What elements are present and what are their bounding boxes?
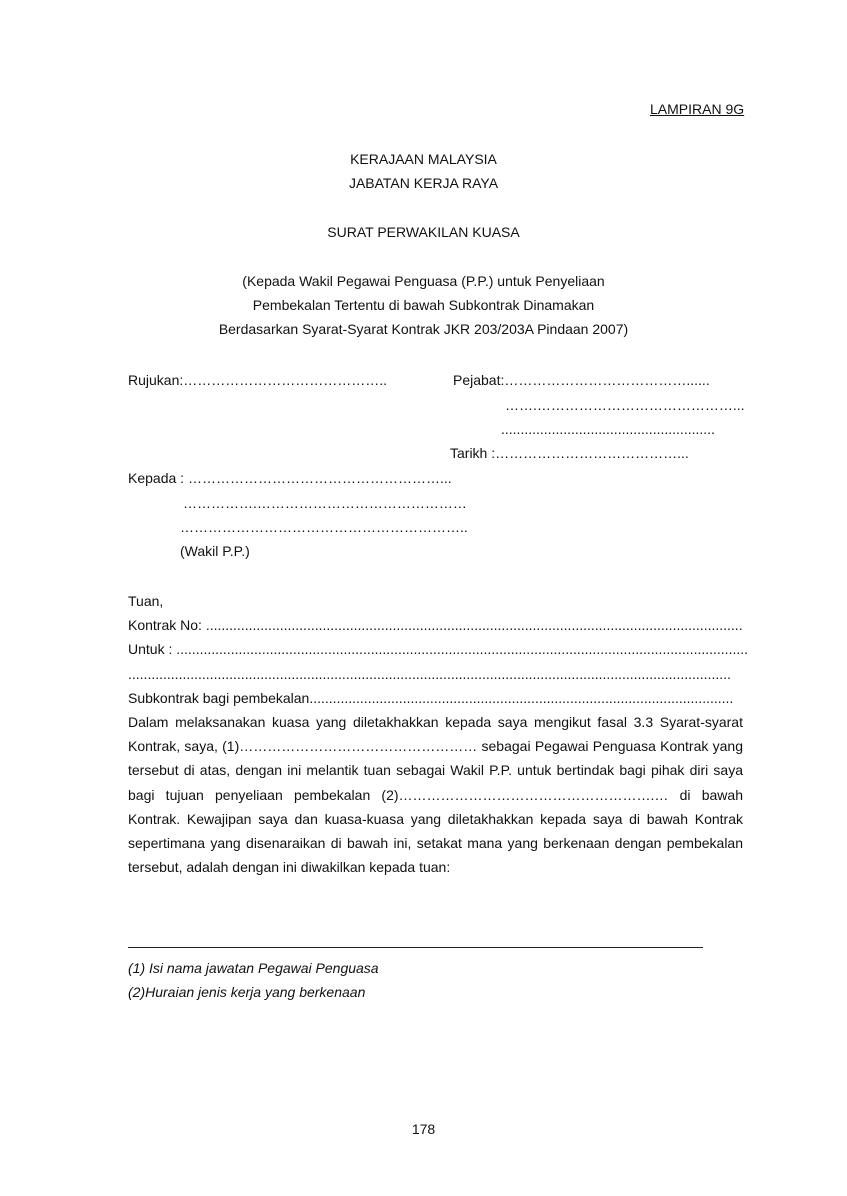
body-paragraph: Dalam melaksanakan kuasa yang diletakhakkan kepada saya mengikut fasal 3.3 Syarat-syarat Kontrak, saya, (1)…………………………………………… sebagai Pegawai Penguasa Kontrak yang tersebut di atas, dengan ini melantik tuan sebagai Wakil P.P. untuk bertindak bagi pihak diri saya bagi tujuan penyeliaan pembekalan (2)……………………………………………….… di bawah Kontrak. Kewajipan saya dan kuasa-kuasa yang diletakhakkan kepada saya di bawah Kontrak sepertimana yang disenaraikan di bawah ini, setakat mana yang berkenaan dengan pembekalan tersebut, adalah dengan ini diwakilkan kepada tuan:: [128, 714, 743, 876]
office-field: Pejabat:…………………………………......: [453, 372, 710, 388]
subtitle-line-3: Berdasarkan Syarat-Syarat Kontrak JKR 203/203A Pindaan 2007): [218, 321, 629, 337]
subtitle-line-1: (Kepada Wakil Pegawai Penguasa (P.P.) untuk Penyeliaan: [242, 273, 605, 289]
header-department: JABATAN KERJA RAYA: [348, 175, 499, 191]
reference-field: Rujukan:……………………………………..: [128, 372, 388, 388]
purpose-field-continuation: ...........................................................................................................................................................: [128, 666, 731, 682]
page-number: 178: [411, 1121, 436, 1137]
purpose-field: Untuk : ...................................................................................................................................................: [128, 641, 749, 657]
office-field-line-2: …….……………………………………...: [505, 397, 745, 413]
recipient-role: (Wakil P.P.): [180, 543, 250, 559]
subtitle-line-2: Pembekalan Tertentu di bawah Subkontrak Dinamakan: [252, 297, 595, 313]
footnote-divider: [128, 947, 703, 948]
footnote-2: (2)Huraian jenis kerja yang berkenaan: [128, 984, 366, 1000]
date-field: Tarikh :…………………………………...: [450, 445, 689, 461]
footnote-1: (1) Isi nama jawatan Pegawai Penguasa: [128, 960, 379, 976]
recipient-field-line-2: …………….………………………………………: [183, 495, 467, 511]
header-government: KERAJAAN MALAYSIA: [350, 151, 497, 167]
office-field-line-3: .......................................................: [501, 421, 715, 437]
salutation: Tuan,: [128, 593, 164, 609]
page-title: SURAT PERWAKILAN KUASA: [327, 224, 520, 240]
recipient-field: Kepada : ………………………………………………...: [128, 470, 452, 486]
recipient-field-line-3: ……………………………………………………..: [180, 519, 468, 535]
appendix-label: LAMPIRAN 9G: [650, 101, 745, 117]
contract-number-field: Kontrak No: ..........................................................................................................................................: [128, 617, 743, 633]
subcontract-field: Subkontrak bagi pembekalan.............................................................................................................: [128, 690, 734, 706]
